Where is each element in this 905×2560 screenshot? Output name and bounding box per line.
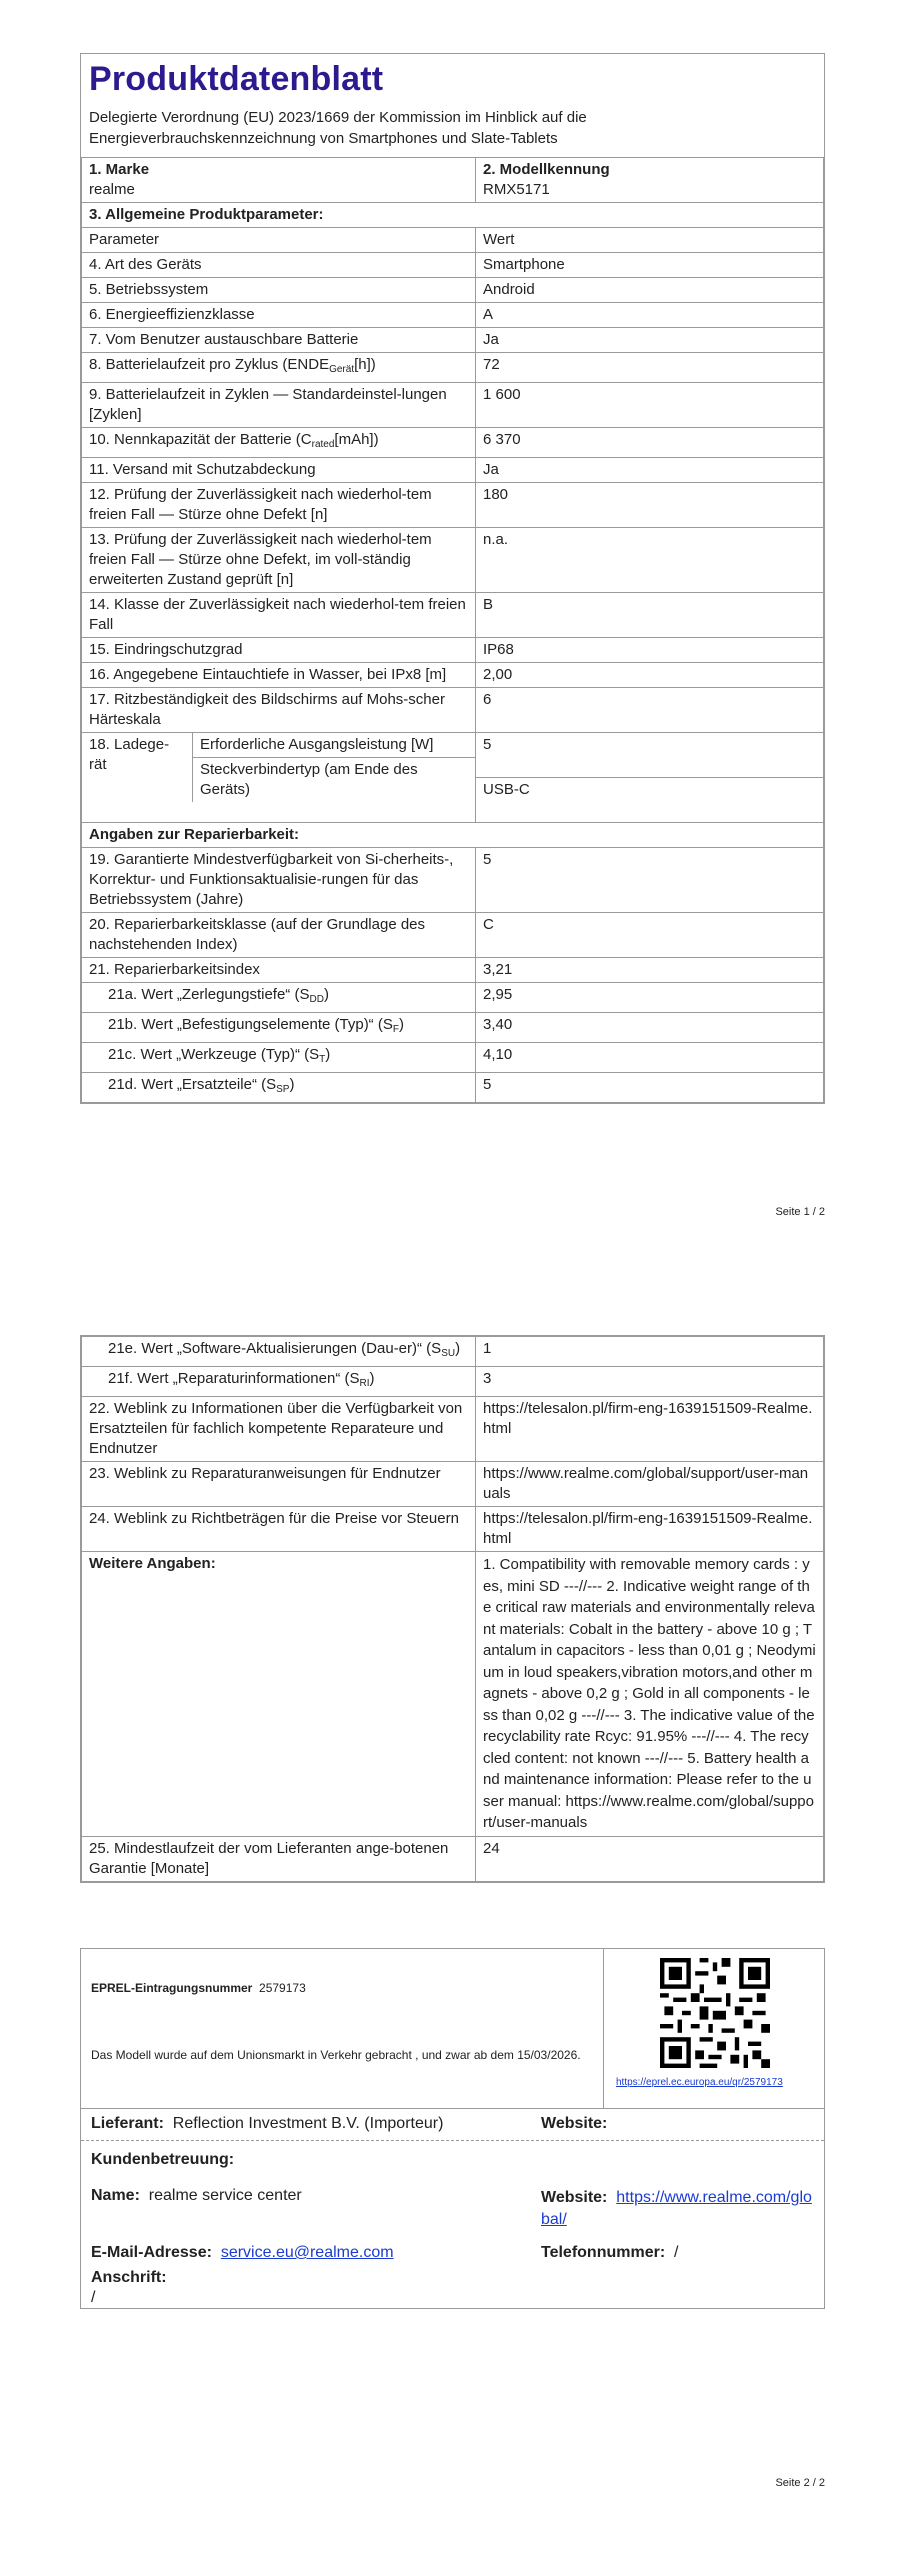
table-row: 20. Reparierbarkeitsklasse (auf der Grundlage des nachstehenden Index) C — [82, 913, 824, 958]
eprel-number: 2579173 — [259, 1981, 306, 1995]
eprel-market-text: Das Modell wurde auf dem Unionsmarkt in Verkehr gebracht , und zwar ab dem 15/03/2026. — [91, 2048, 581, 2062]
table-row: 15. Eindringschutzgrad IP68 — [82, 638, 824, 663]
phone-label: Telefonnummer: — [541, 2244, 666, 2261]
table-row: 21. Reparierbarkeitsindex 3,21 — [82, 958, 824, 983]
table-row: 22. Weblink zu Informationen über die Verfügbarkeit von Ersatzteilen für fachlich kompetente Reparateure und Endnutzer https://telesalon.pl/firm-eng-1639151509-Realme.html — [82, 1397, 824, 1462]
website-label: Website: — [541, 2115, 608, 2132]
table-row: 21a. Wert „Zerlegungstiefe“ $(S_{DD})$ 2,95 — [82, 983, 824, 1013]
product-parameters-table — [81, 157, 824, 1103]
website-link[interactable]: https://www.realme.com/global/ — [541, 2189, 812, 2228]
eprel-label: EPREL-Eintragungsnummer — [91, 1981, 253, 1995]
customer-service-label: Kundenbetreuung: — [91, 2151, 235, 2168]
table-row: 6. Energieeffizienzklasse A — [82, 303, 824, 328]
table-row — [82, 158, 824, 203]
name-label: Name: — [91, 2187, 140, 2204]
table-row: 13. Prüfung der Zuverlässigkeit nach wiederhol-tem freien Fall — Stürze ohne Defekt, im voll-ständig erweiterten Zustand geprüft [n] n.a. — [82, 528, 824, 593]
datasheet-page-1 — [80, 53, 825, 1104]
website2-label: Website: — [541, 2189, 608, 2206]
model-value: RMX5171 — [483, 181, 550, 198]
supplier-label: Lieferant: — [91, 2115, 164, 2132]
datasheet-page-2 — [80, 1335, 825, 1883]
table-row: 5. Betriebssystem Android — [82, 278, 824, 303]
table-row: 23. Weblink zu Reparaturanweisungen für Endnutzer https://www.realme.com/global/support/user-manuals — [82, 1462, 824, 1507]
section-header: Angaben zur Reparierbarkeit: — [82, 823, 824, 848]
email-label: E-Mail-Adresse: — [91, 2244, 212, 2261]
supplier-value: Reflection Investment B.V. (Importeur) — [172, 2115, 444, 2132]
table-row: 19. Garantierte Mindestverfügbarkeit von Si-cherheits-, Korrektur- und Funktionsaktualisie-rungen für das Betriebssystem (Jahre) 5 — [82, 848, 824, 913]
brand-label: 1. Marke — [89, 161, 150, 178]
address-label: Anschrift: — [91, 2269, 167, 2286]
table-row: 14. Klasse der Zuverlässigkeit nach wiederhol-tem freien Fall B — [82, 593, 824, 638]
divider — [603, 1949, 604, 2108]
table-row: 7. Vom Benutzer austauschbare Batterie Ja — [82, 328, 824, 353]
brand-value: realme — [89, 181, 135, 198]
table-row: 21c. Wert „Werkzeuge (Typ)“ $(S_T)$ 4,10 — [82, 1043, 824, 1073]
section-header: 3. Allgemeine Produktparameter: — [82, 203, 824, 228]
table-row: 12. Prüfung der Zuverlässigkeit nach wiederhol-tem freien Fall — Stürze ohne Defekt [n] 180 — [82, 483, 824, 528]
table-row: 21d. Wert „Ersatzteile“ $(S_{SP})$ 5 — [82, 1073, 824, 1103]
table-row: 24. Weblink zu Richtbeträgen für die Preise vor Steuern https://telesalon.pl/firm-eng-1639151509-Realme.html — [82, 1507, 824, 1552]
table-row: 10. Nennkapazität der Batterie $(C_{rated}[mAh])$ 6 370 — [82, 428, 824, 458]
page-title: Produktdatenblatt — [89, 60, 384, 98]
table-row: 18. Ladege-rät Erforderliche Ausgangsleistung [W] Steckverbindertyp (am Ende des Geräts) 5 USB-C — [82, 733, 824, 823]
phone-value: / — [674, 2244, 679, 2261]
table-row: 8. Batterielaufzeit pro Zyklus $(ENDE_{Gerät}[h])$ 72 — [82, 353, 824, 383]
table-row: 25. Mindestlaufzeit der vom Lieferanten ange-botenen Garantie [Monate] 24 — [82, 1836, 824, 1881]
table-row: 21e. Wert „Software-Aktualisierungen (Dau-er)“ $(S_{SU})$ 1 — [82, 1337, 824, 1367]
table-row: Weitere Angaben: 1. Compatibility with removable memory cards : yes, mini SD ---//--- 2. Indicative weight range of the critical raw materials and environmentally relevant materials: Cobalt in the battery - above 10 g ; Tantalum in capacitors - less than 0,01 g ; Neodymium in loud speakers,vibration motors,and other magnets - above 0,2 g ; Gold in all components - less than 0,02 g ---//--- 3. The indicative value of the recyclability rate Rcyc: 91.95% ---//--- 4. The recycled content: not known ---//--- 5. Battery health and maintenance information: Please refer to the user manual: https://www.realme.com/global/support/user-manuals — [82, 1552, 824, 1837]
charger-subtable: 18. Ladege-rät Erforderliche Ausgangsleistung [W] Steckverbindertyp (am Ende des Geräts) — [82, 733, 475, 802]
table-row: 9. Batterielaufzeit in Zyklen — Standardeinstel-lungen [Zyklen] 1 600 — [82, 383, 824, 428]
table-row: 4. Art des Geräts Smartphone — [82, 253, 824, 278]
table-header-row: Parameter Wert — [82, 228, 824, 253]
spare-parts-link[interactable]: https://telesalon.pl/firm-eng-1639151509-Realme.html — [476, 1397, 824, 1462]
divider — [81, 2140, 824, 2141]
name-value: realme service center — [148, 2187, 302, 2204]
further-info-text: 1. Compatibility with removable memory cards : yes, mini SD ---//--- 2. Indicative weight range of the critical raw materials and environmentally relevant materials: Cobalt in the battery - above 10 g ; Tantalum in capacitors - less than 0,01 g ; Neodymium in loud speakers,vibration motors,and other magnets - above 0,2 g ; Gold in all components - less than 0,02 g ---//--- 3. The indicative value of the recyclability rate Rcyc: 91.95% ---//--- 4. The recycled content: not known ---//--- 5. Battery health and maintenance information: Please refer to the user manual: https://www.realme.com/global/support/user-manuals — [476, 1552, 824, 1837]
qr-code-icon — [660, 1958, 770, 2068]
table-row: 21b. Wert „Befestigungselemente (Typ)“ $(S_F)$ 3,40 — [82, 1013, 824, 1043]
table-row: 21f. Wert „Reparaturinformationen“ $(S_{RI})$ 3 — [82, 1367, 824, 1397]
page-number: Seite 1 / 2 — [775, 1206, 825, 1218]
charger-label: 18. Ladege-rät — [82, 733, 193, 802]
repair-info-table — [81, 1336, 824, 1882]
table-row: 16. Angegebene Eintauchtiefe in Wasser, bei IPx8 [m] 2,00 — [82, 663, 824, 688]
regulation-subtitle: Delegierte Verordnung (EU) 2023/1669 der Kommission im Hinblick auf die Energieverbrauchskennzeichnung von Smartphones und Slate-Tablets — [89, 109, 587, 147]
table-row: 17. Ritzbeständigkeit des Bildschirms auf Mohs-scher Härteskala 6 — [82, 688, 824, 733]
model-label: 2. Modellkennung — [483, 161, 610, 178]
table-row: 11. Versand mit Schutzabdeckung Ja — [82, 458, 824, 483]
eprel-qr-link[interactable]: https://eprel.ec.europa.eu/qr/2579173 — [616, 2077, 783, 2088]
supplier-box — [80, 2109, 825, 2309]
price-info-link[interactable]: https://telesalon.pl/firm-eng-1639151509-Realme.html — [476, 1507, 824, 1552]
email-link[interactable]: service.eu@realme.com — [220, 2244, 394, 2261]
page-number: Seite 2 / 2 — [775, 2477, 825, 2489]
address-value: / — [91, 2289, 96, 2306]
repair-instructions-link[interactable]: https://www.realme.com/global/support/user-manuals — [476, 1462, 824, 1507]
